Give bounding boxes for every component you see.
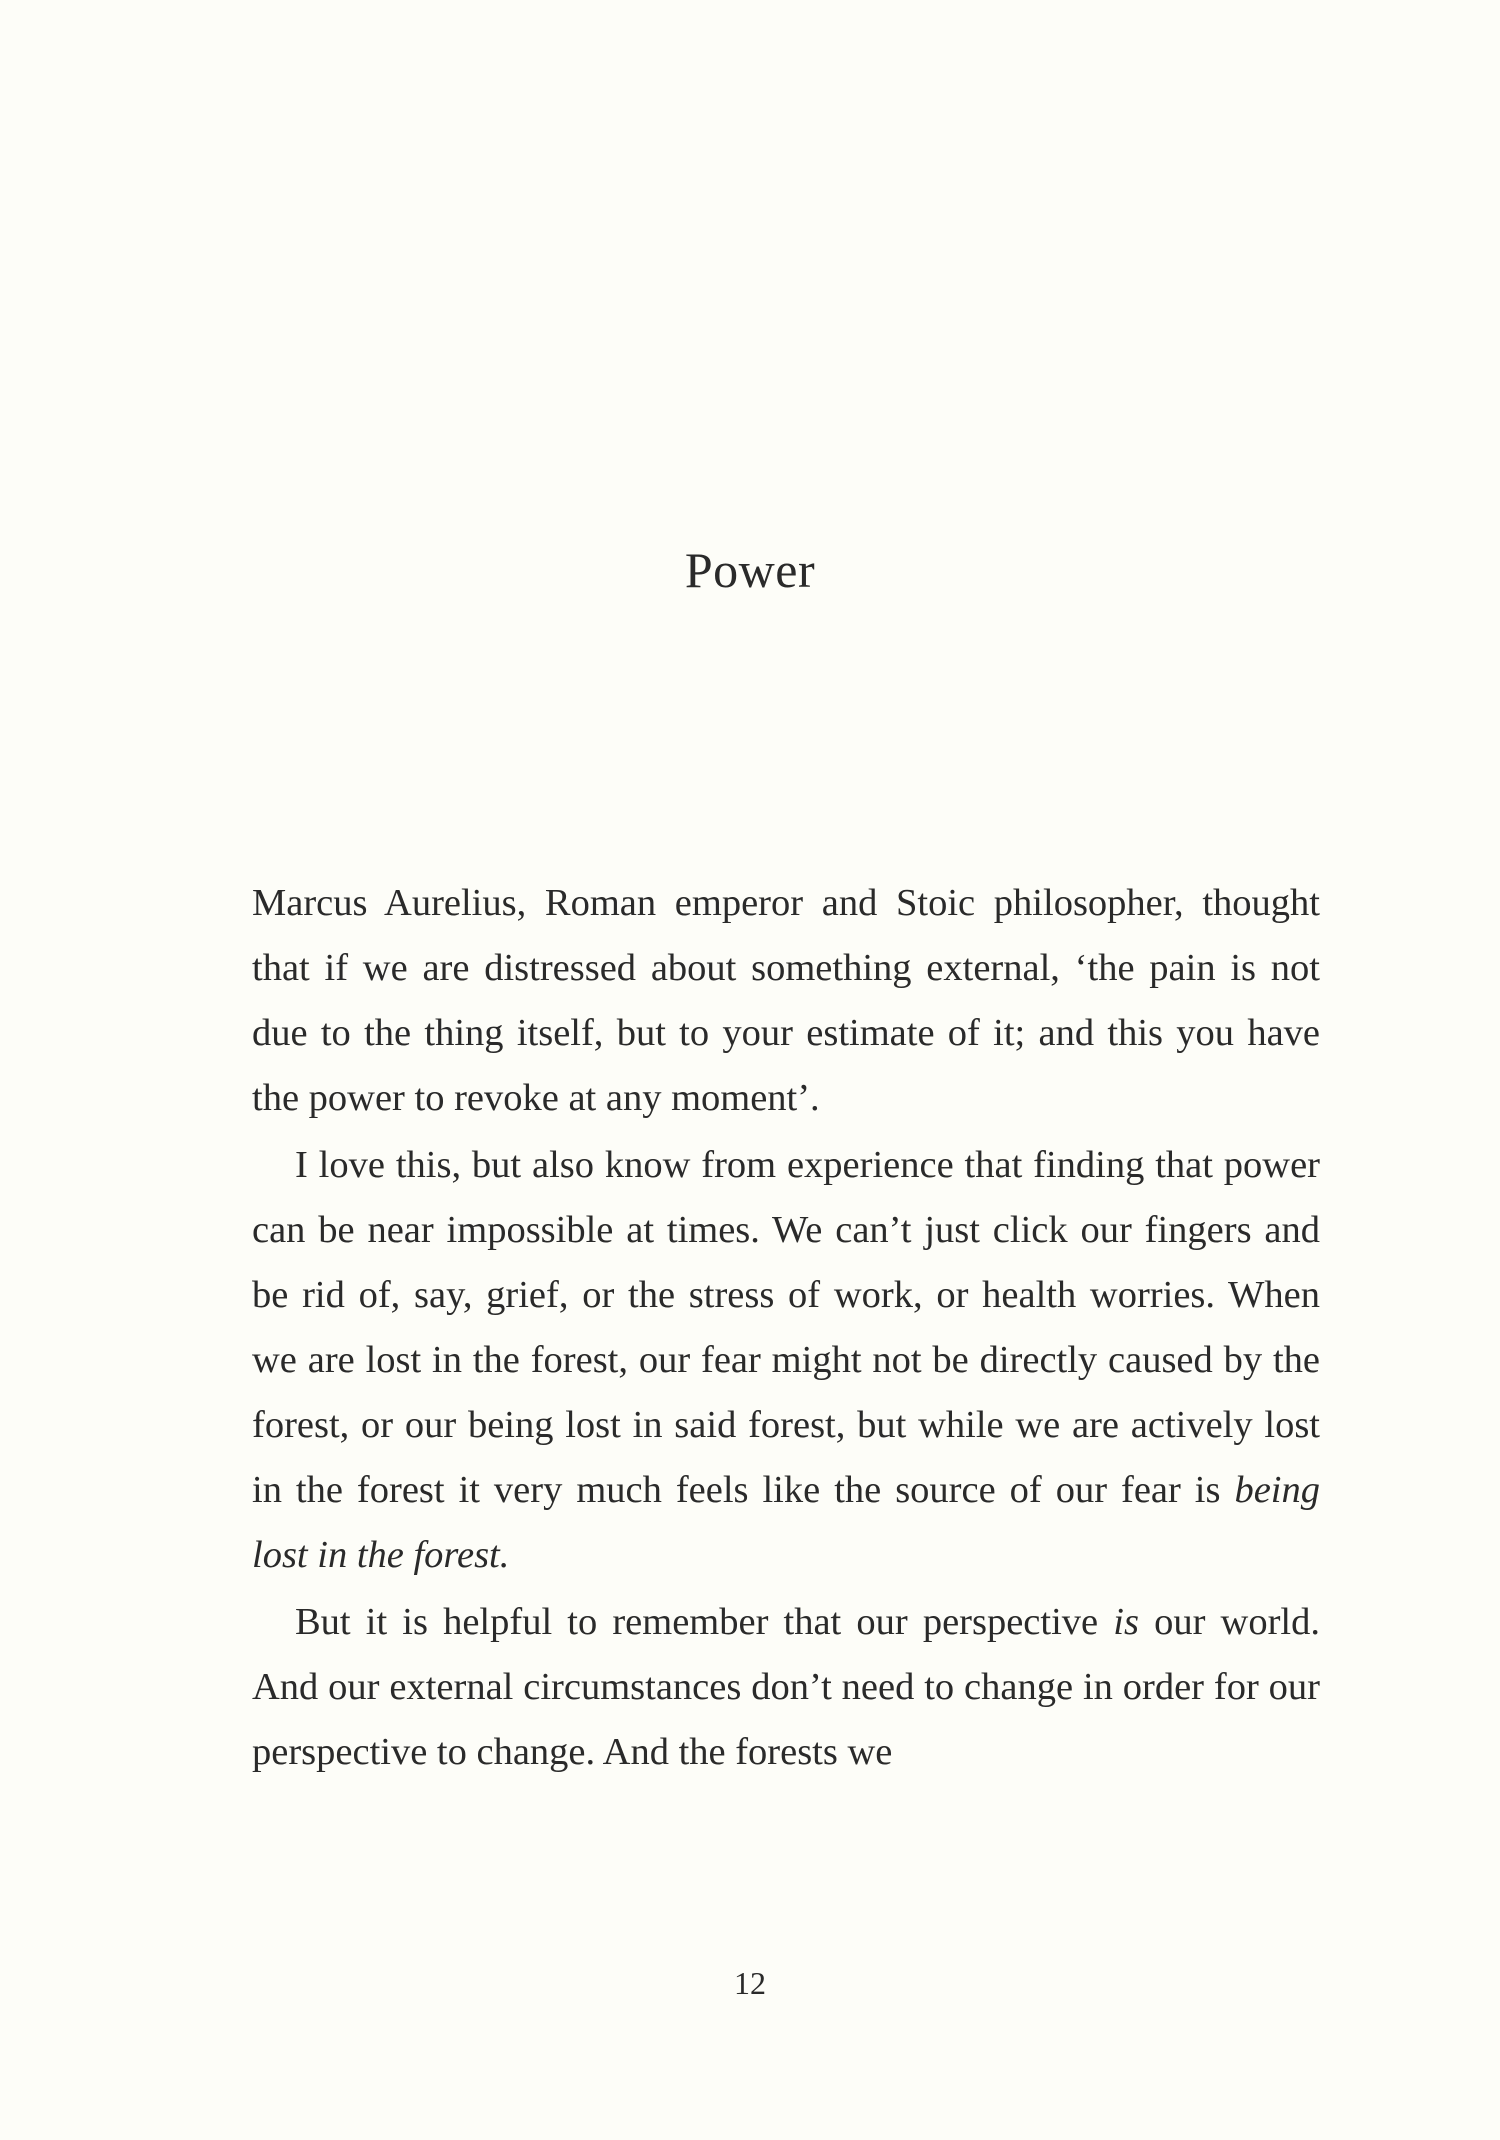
body-text [252,871,1320,1787]
paragraph-1: Marcus Aurelius, Roman emperor and Stoic philosopher, thought that if we are distressed about something external, ‘the pain is not due to the thing itself, but to your estimate of it; and this you have the power to revoke at any moment’. [252,882,1320,1119]
paragraph-2 [252,1133,1320,1588]
chapter-title: Power [684,542,816,598]
paragraph-2-emphasis: being lost in the forest. [252,1469,1320,1576]
paragraph-3-emphasis: is [1113,1601,1139,1643]
paragraph-3 [252,1590,1320,1785]
paragraph-3-text-end: our world. And our external circumstances don’t need to change in order for our perspective to change. And the forests we [252,1601,1320,1773]
page-number: 12 [734,1965,766,2001]
paragraph-3-text-start: But it is helpful to remember that our perspective [295,1601,1114,1643]
paragraph-2-text: I love this, but also know from experience that finding that power can be near impossible at times. We can’t just click our fingers and be rid of, say, grief, or the stress of work, or health worries. When we are lost in the forest, our fear might not be directly caused by the forest, or our being lost in said forest, but while we are actively lost in the forest it very much feels like the source of our fear is [252,1144,1320,1511]
